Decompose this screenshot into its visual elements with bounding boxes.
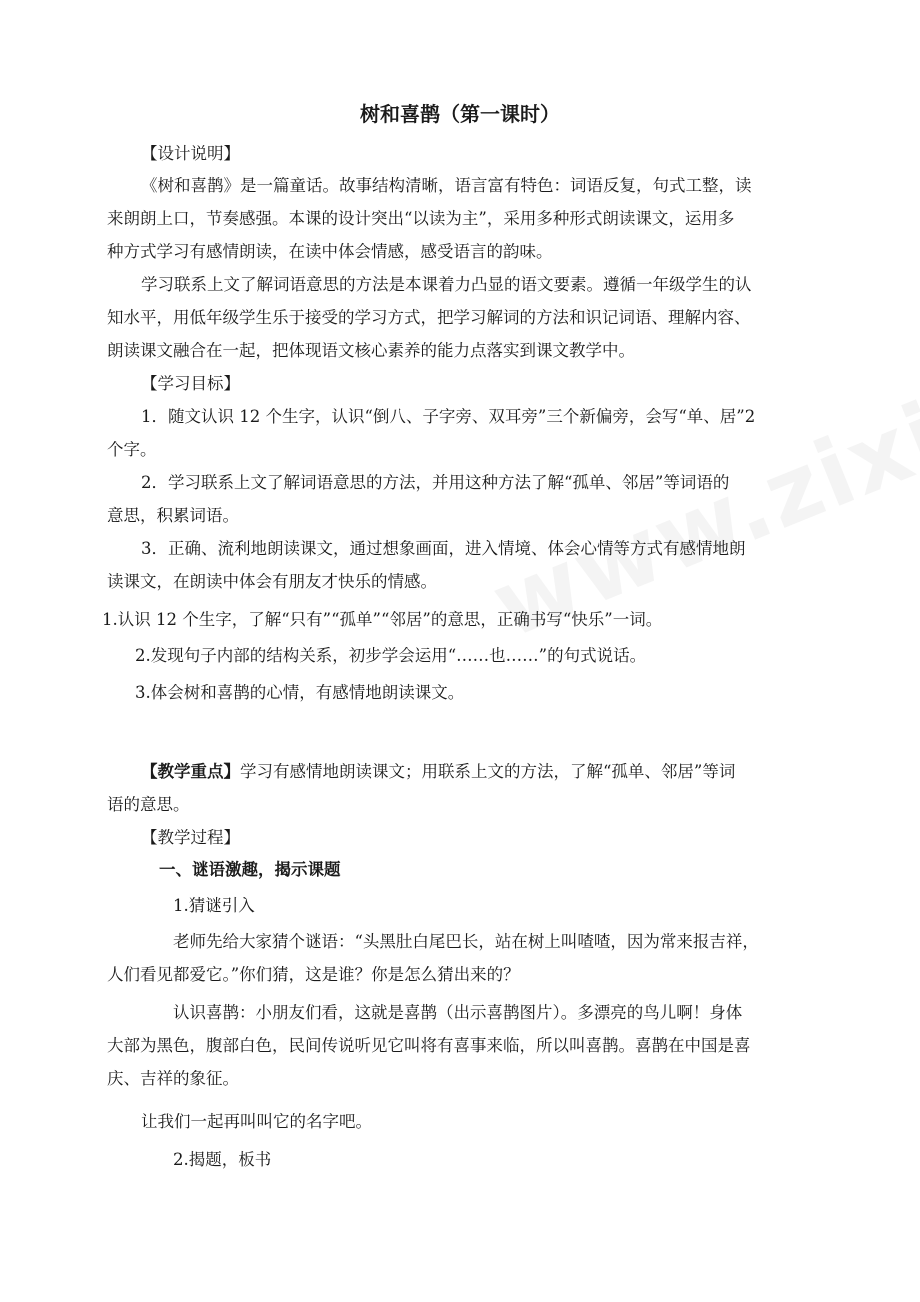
goal-3-line-1: 3．正确、流利地朗读课文，通过想象画面，进入情境、体会心情等方式有感情地朗 xyxy=(141,539,746,558)
alt-goal-1: 1.认识 12 个生字，了解“只有”“孤单”“邻居”的意思，正确书写“快乐”一词。 xyxy=(102,610,663,629)
magpie-line-2: 大部为黑色，腹部白色，民间传说听见它叫将有喜事来临，所以叫喜鹊。喜鹊在中国是喜 xyxy=(107,1036,751,1055)
goal-3-line-2: 读课文，在朗读中体会有朋友才快乐的情感。 xyxy=(107,572,437,591)
riddle-line-1: 老师先给大家猜个谜语：“头黑肚白尾巴长，站在树上叫喳喳，因为常来报吉祥， xyxy=(173,932,759,951)
design-paragraph-2-line-2: 知水平，用低年级学生乐于接受的学习方式，把学习解词的方法和识记词语、理解内容、 xyxy=(107,308,751,327)
goal-1-line-1: 1．随文认识 12 个生字，认识“倒八、子字旁、双耳旁”三个新偏旁，会写“单、居”2 xyxy=(141,407,756,426)
page-title: 树和喜鹊（第一课时） xyxy=(360,102,560,126)
watermark xyxy=(478,200,920,659)
step-1-sub-2: 2.揭题，板书 xyxy=(173,1150,272,1169)
design-paragraph-1-line-1: 《树和喜鹊》是一篇童话。故事结构清晰，语言富有特色：词语反复，句式工整，读 xyxy=(141,176,752,195)
alt-goal-2: 2.发现句子内部的结构关系，初步学会运用“……也……”的句式说话。 xyxy=(135,646,647,665)
teaching-focus-line-2: 语的意思。 xyxy=(107,795,190,814)
teaching-focus-text: 学习有感情地朗读课文；用联系上文的方法，了解“孤单、邻居”等词 xyxy=(240,762,736,781)
design-paragraph-1-line-3: 种方式学习有感情朗读，在读中体会情感，感受语言的韵味。 xyxy=(107,242,553,261)
design-paragraph-2-line-1: 学习联系上文了解词语意思的方法是本课着力凸显的语文要素。遵循一年级学生的认 xyxy=(141,275,752,294)
goal-2-line-1: 2．学习联系上文了解词语意思的方法，并用这种方法了解“孤单、邻居”等词语的 xyxy=(141,473,730,492)
teaching-focus-label: 【教学重点】 xyxy=(141,762,240,781)
goal-1-line-2: 个字。 xyxy=(107,440,157,459)
goals-heading: 【学习目标】 xyxy=(141,374,240,393)
process-heading: 【教学过程】 xyxy=(141,828,240,847)
call-name-line: 让我们一起再叫叫它的名字吧。 xyxy=(141,1112,372,1131)
design-paragraph-1-line-2: 来朗朗上口，节奏感强。本课的设计突出“以读为主”，采用多种形式朗读课文，运用多 xyxy=(107,209,735,228)
step-1-sub-1: 1.猜谜引入 xyxy=(173,896,255,915)
design-heading: 【设计说明】 xyxy=(141,144,240,163)
design-paragraph-2-line-3: 朗读课文融合在一起，把体现语文核心素养的能力点落实到课文教学中。 xyxy=(107,341,635,360)
teaching-focus-line-1 xyxy=(141,764,735,781)
riddle-line-2: 人们看见都爱它。”你们猜，这是谁？你是怎么猜出来的？ xyxy=(107,965,520,984)
step-1-heading: 一、谜语激趣，揭示课题 xyxy=(159,860,341,879)
alt-goal-3: 3.体会树和喜鹊的心情，有感情地朗读课文。 xyxy=(135,683,465,702)
magpie-line-1: 认识喜鹊：小朋友们看，这就是喜鹊（出示喜鹊图片）。多漂亮的鸟儿啊！身体 xyxy=(173,1003,743,1022)
goal-2-line-2: 意思，积累词语。 xyxy=(107,506,239,525)
magpie-line-3: 庆、吉祥的象征。 xyxy=(107,1069,239,1088)
